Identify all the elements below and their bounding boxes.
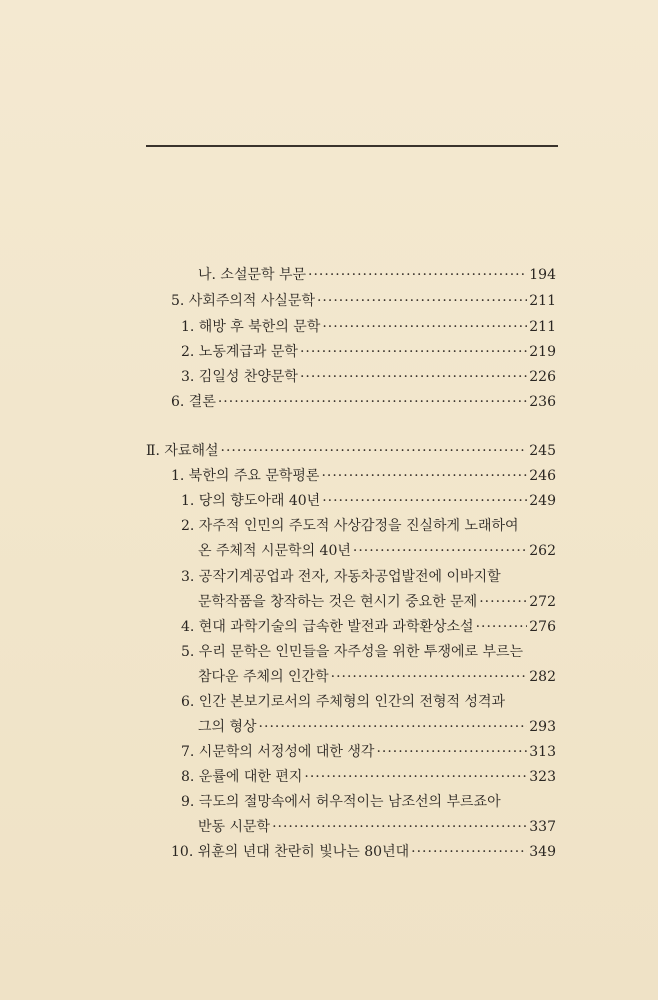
toc-entry-label: 온 주체적 시문학의 40년: [198, 543, 351, 559]
leader-dots: [331, 668, 528, 686]
toc-entry-label: 그의 형상: [198, 719, 257, 735]
toc-entry: [198, 818, 556, 836]
toc-entry-label: 2. 자주적 인민의 주도적 사상감정을 진실하게 노래하여: [181, 518, 519, 534]
toc-entry-label: 1. 당의 향도아래 40년: [181, 493, 321, 509]
leader-dots: [322, 318, 527, 336]
leader-dots: [308, 266, 527, 284]
toc-entry-label: 나. 소설문학 부문: [198, 267, 307, 283]
toc-entry-label: 8. 운률에 대한 편지: [181, 769, 303, 785]
leader-dots: [411, 843, 527, 861]
toc-entry-page: 246: [529, 468, 556, 484]
toc-entry: [181, 643, 523, 661]
toc-entry: [181, 768, 556, 786]
toc-entry-page: 323: [529, 769, 556, 785]
leader-dots: [376, 743, 527, 761]
leader-dots: [321, 467, 527, 485]
toc-entry: [198, 542, 556, 560]
toc-entry: [181, 517, 519, 535]
toc-entry-page: 249: [529, 493, 556, 509]
toc-entry-page: 282: [529, 669, 556, 685]
toc-entry-label: 반동 시문학: [198, 819, 271, 835]
toc-entry-page: 211: [529, 319, 556, 335]
leader-dots: [479, 593, 527, 611]
toc-entry-label: 7. 시문학의 서정성에 대한 생각: [181, 744, 375, 760]
leader-dots: [317, 292, 527, 310]
toc-entry-label: Ⅱ. 자료해설: [146, 443, 219, 459]
leader-dots: [300, 343, 527, 361]
toc-entry-label: 6. 인간 본보기로서의 주체형의 인간의 전형적 성격과: [181, 694, 506, 710]
leader-dots: [300, 368, 527, 386]
toc-entry-page: 276: [529, 619, 556, 635]
toc-entry-label: 6. 결론: [171, 394, 216, 410]
toc-entry-label: 1. 북한의 주요 문학평론: [171, 468, 320, 484]
toc-entry-label: 5. 우리 문학은 인민들을 자주성을 위한 투쟁에로 부르는: [181, 644, 524, 660]
toc-entry: [181, 618, 556, 636]
toc-entry-label: 3. 김일성 찬양문학: [181, 369, 298, 385]
toc-entry: [198, 593, 556, 611]
leader-dots: [353, 542, 527, 560]
toc-entry: [198, 266, 556, 284]
leader-dots: [218, 393, 527, 411]
toc-entry-page: 236: [529, 394, 556, 410]
toc-entry: [198, 668, 556, 686]
toc-entry-label: 5. 사회주의적 사실문학: [171, 293, 315, 309]
leader-dots: [304, 768, 527, 786]
toc-entry: [198, 718, 556, 736]
toc-entry-page: 337: [529, 819, 556, 835]
toc-entry: [146, 442, 556, 460]
leader-dots: [221, 442, 528, 460]
toc-entry-label: 2. 노동계급과 문학: [181, 344, 298, 360]
toc-entry-page: 262: [529, 543, 556, 559]
toc-entry: [171, 393, 556, 411]
toc-entry-page: 313: [529, 744, 556, 760]
toc-entry-page: 349: [529, 844, 556, 860]
leader-dots: [259, 718, 528, 736]
toc-entry-page: 219: [529, 344, 556, 360]
toc-entry: [181, 343, 556, 361]
toc-entry: [181, 492, 556, 510]
toc-entry-label: 4. 현대 과학기술의 급속한 발전과 과학환상소설: [181, 619, 474, 635]
toc-entry: [181, 318, 556, 336]
toc-entry-label: 문학작품을 창작하는 것은 현시기 중요한 문제: [198, 594, 478, 610]
toc-entry: [171, 467, 556, 485]
toc-entry-page: 194: [529, 267, 556, 283]
toc-entry-page: 211: [529, 293, 556, 309]
toc-entry: [181, 568, 501, 586]
leader-dots: [476, 618, 528, 636]
toc-entry: [171, 292, 556, 310]
toc-entry-label: 1. 해방 후 북한의 문학: [181, 319, 321, 335]
toc-entry-label: 참다운 주체의 인간학: [198, 669, 329, 685]
leader-dots: [272, 818, 527, 836]
leader-dots: [322, 492, 527, 510]
toc-entry-label: 3. 공작기계공업과 전자, 자동차공업발전에 이바지할: [181, 569, 501, 585]
header-rule: [146, 145, 558, 147]
toc-entry: [181, 368, 556, 386]
toc-entry-page: 226: [529, 369, 556, 385]
toc-entry: [171, 843, 556, 861]
toc-entry: [181, 743, 556, 761]
toc-entry-label: 9. 극도의 절망속에서 허우적이는 남조선의 부르죠아: [181, 794, 501, 810]
toc-entry-page: 293: [529, 719, 556, 735]
toc-entry: [181, 793, 501, 811]
toc-entry-label: 10. 위훈의 년대 찬란히 빛나는 80년대: [171, 844, 410, 860]
toc-entry-page: 245: [529, 443, 556, 459]
toc-entry-page: 272: [529, 594, 556, 610]
toc-entry: [181, 693, 505, 711]
